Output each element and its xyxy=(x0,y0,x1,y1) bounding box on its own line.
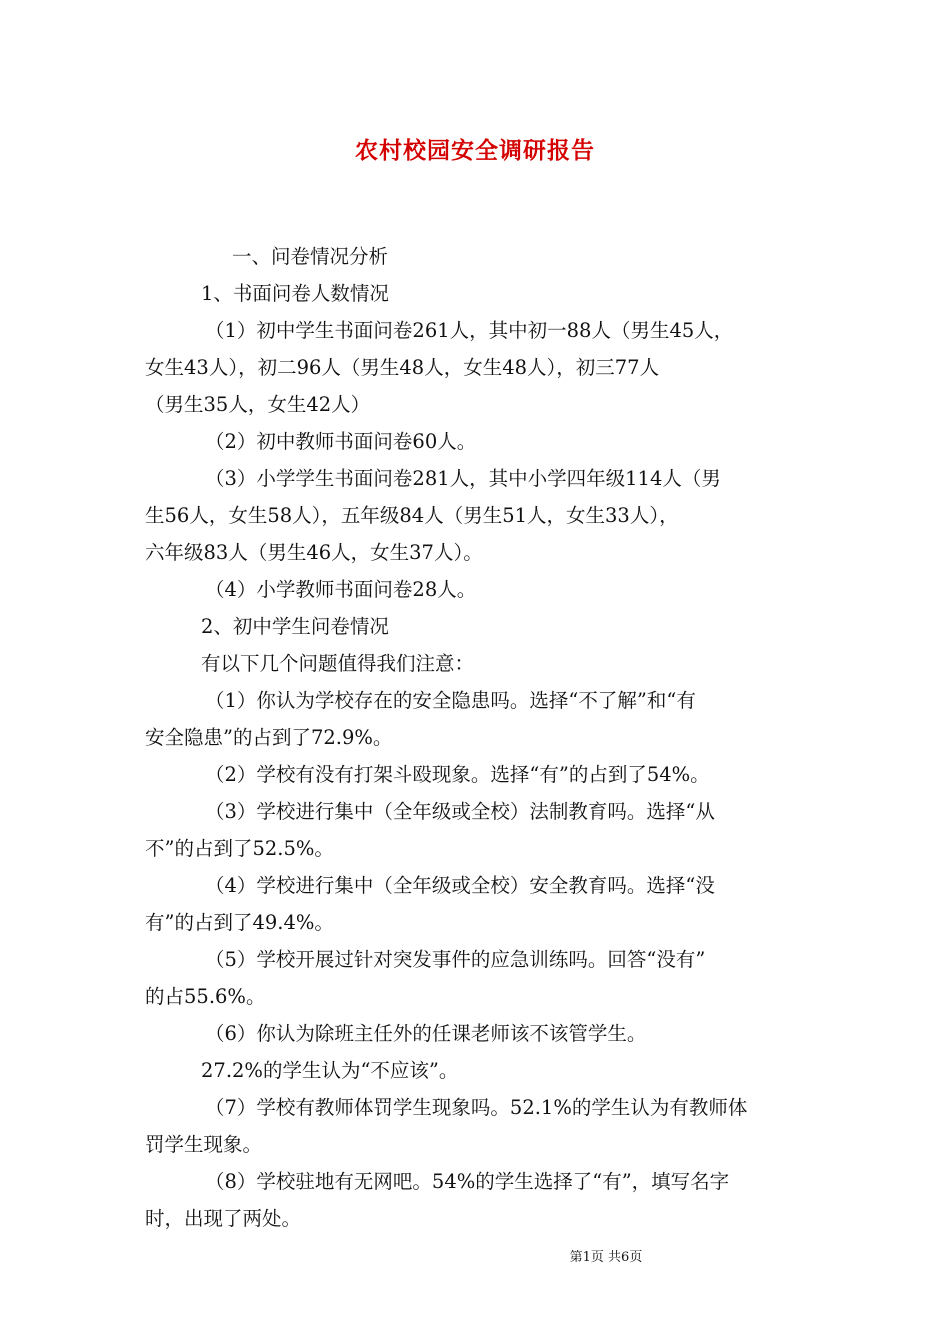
body-line: 2、初中学生问卷情况 xyxy=(201,615,389,638)
body-line: 罚学生现象。 xyxy=(145,1133,263,1156)
body-line: 有”的占到了49.4%。 xyxy=(145,911,334,934)
body-line: 27.2%的学生认为“不应该”。 xyxy=(201,1059,459,1082)
body-line: （男生35人，女生42人） xyxy=(145,393,371,416)
body-line: 1、书面问卷人数情况 xyxy=(201,282,389,305)
body-line: （8）学校驻地有无网吧。54%的学生选择了“有”，填写名字 xyxy=(205,1170,730,1193)
body-line: 六年级83人（男生46人，女生37人）。 xyxy=(145,541,483,564)
body-line: 的占55.6%。 xyxy=(145,985,266,1008)
body-line: （4）学校进行集中（全年级或全校）安全教育吗。选择“没 xyxy=(205,874,715,897)
body-line: （6）你认为除班主任外的任课老师该不该管学生。 xyxy=(205,1022,647,1045)
body-line: 不”的占到了52.5%。 xyxy=(145,837,334,860)
body-line: （1）你认为学校存在的安全隐患吗。选择“不了解”和“有 xyxy=(205,689,696,712)
document-title: 农村校园安全调研报告 xyxy=(355,137,595,164)
body-line: 有以下几个问题值得我们注意： xyxy=(201,652,475,675)
body-line: 安全隐患”的占到了72.9%。 xyxy=(145,726,393,749)
document-body xyxy=(145,238,810,1237)
body-line: （2）学校有没有打架斗殴现象。选择“有”的占到了54%。 xyxy=(205,763,710,786)
body-line: 一、问卷情况分析 xyxy=(232,245,389,268)
page-footer: 第1页 共6页 xyxy=(569,1250,643,1265)
body-line: （7）学校有教师体罚学生现象吗。52.1%的学生认为有教师体 xyxy=(205,1096,748,1119)
body-line: （3）小学学生书面问卷281人，其中小学四年级114人（男 xyxy=(205,467,721,490)
body-line: （4）小学教师书面问卷28人。 xyxy=(205,578,477,601)
body-line: （5）学校开展过针对突发事件的应急训练吗。回答“没有” xyxy=(205,948,706,971)
body-line: 时，出现了两处。 xyxy=(145,1207,302,1230)
body-line: 生56人，女生58人），五年级84人（男生51人，女生33人）， xyxy=(145,504,679,527)
body-line: （1）初中学生书面问卷261人，其中初一88人（男生45人， xyxy=(205,319,734,342)
body-line: 女生43人），初二96人（男生48人，女生48人），初三77人 xyxy=(145,356,660,379)
body-line: （3）学校进行集中（全年级或全校）法制教育吗。选择“从 xyxy=(205,800,715,823)
body-line: （2）初中教师书面问卷60人。 xyxy=(205,430,477,453)
